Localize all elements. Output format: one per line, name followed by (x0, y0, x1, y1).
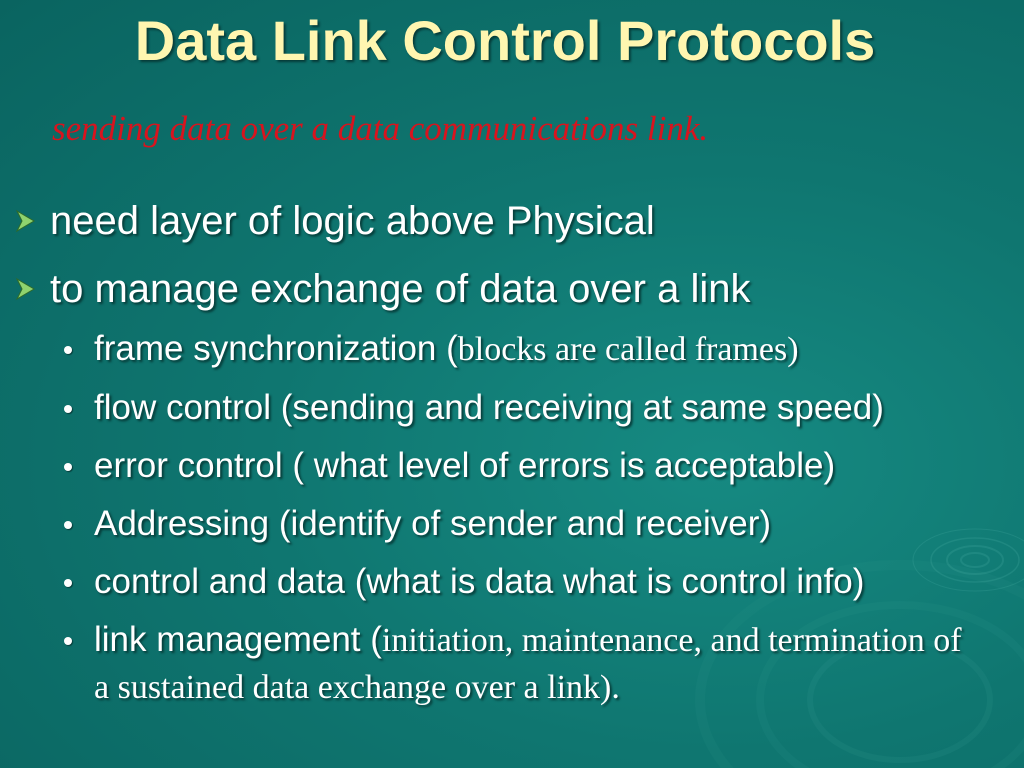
sub-bullet-item (0, 617, 1024, 711)
sub-bullet-text-serif: initiation, maintenance, and termination of a sustained data exchange over a link). (94, 622, 962, 706)
dot-bullet-icon (64, 521, 72, 529)
dot-bullet-icon (64, 405, 72, 413)
sub-bullet-text: Addressing (identify of sender and receiver) (94, 504, 772, 543)
arrow-bullet-icon (14, 208, 38, 234)
dot-bullet-icon (64, 637, 72, 645)
sub-bullet-text: error control ( what level of errors is acceptable) (94, 446, 836, 485)
sub-bullet-text: flow control (sending and receiving at same speed) (94, 388, 884, 427)
slide-subtitle: sending data over a data communications link. (52, 109, 709, 148)
sub-bullet-item (0, 443, 1024, 489)
sub-bullet-text: frame synchronization ( (94, 329, 458, 368)
bullet-list (0, 196, 1024, 723)
sub-bullet-list (0, 326, 1024, 711)
bullet-item (0, 264, 1024, 314)
arrow-bullet-icon (14, 276, 38, 302)
sub-bullet-item (0, 559, 1024, 605)
dot-bullet-icon (64, 346, 72, 354)
sub-bullet-item (0, 385, 1024, 431)
sub-bullet-item (0, 501, 1024, 547)
sub-bullet-item (0, 326, 1024, 373)
sub-bullet-text-serif: blocks are called frames) (457, 331, 799, 368)
bullet-item (0, 196, 1024, 246)
dot-bullet-icon (64, 463, 72, 471)
sub-bullet-text: link management ( (94, 620, 382, 659)
bullet-text: need layer of logic above Physical (50, 199, 655, 243)
dot-bullet-icon (64, 579, 72, 587)
bullet-text: to manage exchange of data over a link (50, 267, 751, 311)
slide-title: Data Link Control Protocols (134, 9, 876, 72)
sub-bullet-text: control and data (what is data what is control info) (94, 562, 865, 601)
